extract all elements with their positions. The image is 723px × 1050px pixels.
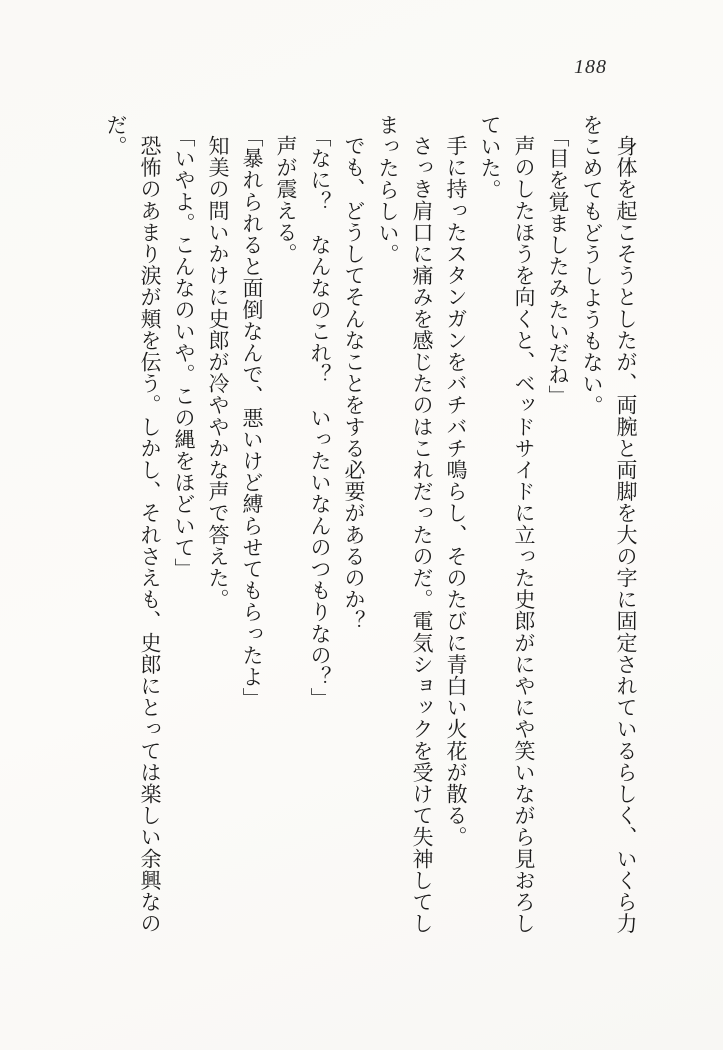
text-line: 声が震える。 xyxy=(274,135,298,265)
text-line: さっき肩口に痛みを感じたのはこれだったのだ。電気ショックを受けて失神してし xyxy=(410,135,434,935)
text-line: 声のしたほうを向くと、ベッドサイドに立った史郎がにやにや笑いながら見おろし xyxy=(512,135,536,935)
text-line: 身体を起こそうとしたが、両腕と両脚を大の字に固定されているらしく、いくら力 xyxy=(614,135,638,935)
text-line: 知美の問いかけに史郎が冷ややかな声で答えた。 xyxy=(206,135,230,611)
text-line: 「目を覚ましたみたいだね」 xyxy=(546,125,570,407)
text-line: 「なに？ なんなのこれ？ いったいなんのつもりなの？」 xyxy=(308,125,332,709)
text-line: だ。 xyxy=(104,114,128,158)
text-line: ていた。 xyxy=(478,114,502,201)
text-line: 恐怖のあまり涙が頬を伝う。しかし、それさえも、史郎にとっては楽しい余興なの xyxy=(138,135,162,935)
text-line: でも、どうしてそんなことをする必要があるのか？ xyxy=(342,135,366,632)
text-line: をこめてもどうしようもない。 xyxy=(580,114,604,417)
text-line: 「いやよ。こんなのいや。この縄をほどいて」 xyxy=(172,125,196,580)
text-line: 「暴れられると面倒なんで、悪いけど縛らせてもらったよ」 xyxy=(240,125,264,709)
page-number: 188 xyxy=(574,56,607,78)
novel-text-block xyxy=(99,114,643,1019)
text-line: まったらしい。 xyxy=(376,114,400,266)
text-line: 手に持ったスタンガンをバチバチ鳴らし、そのたびに青白い火花が散る。 xyxy=(444,135,468,848)
